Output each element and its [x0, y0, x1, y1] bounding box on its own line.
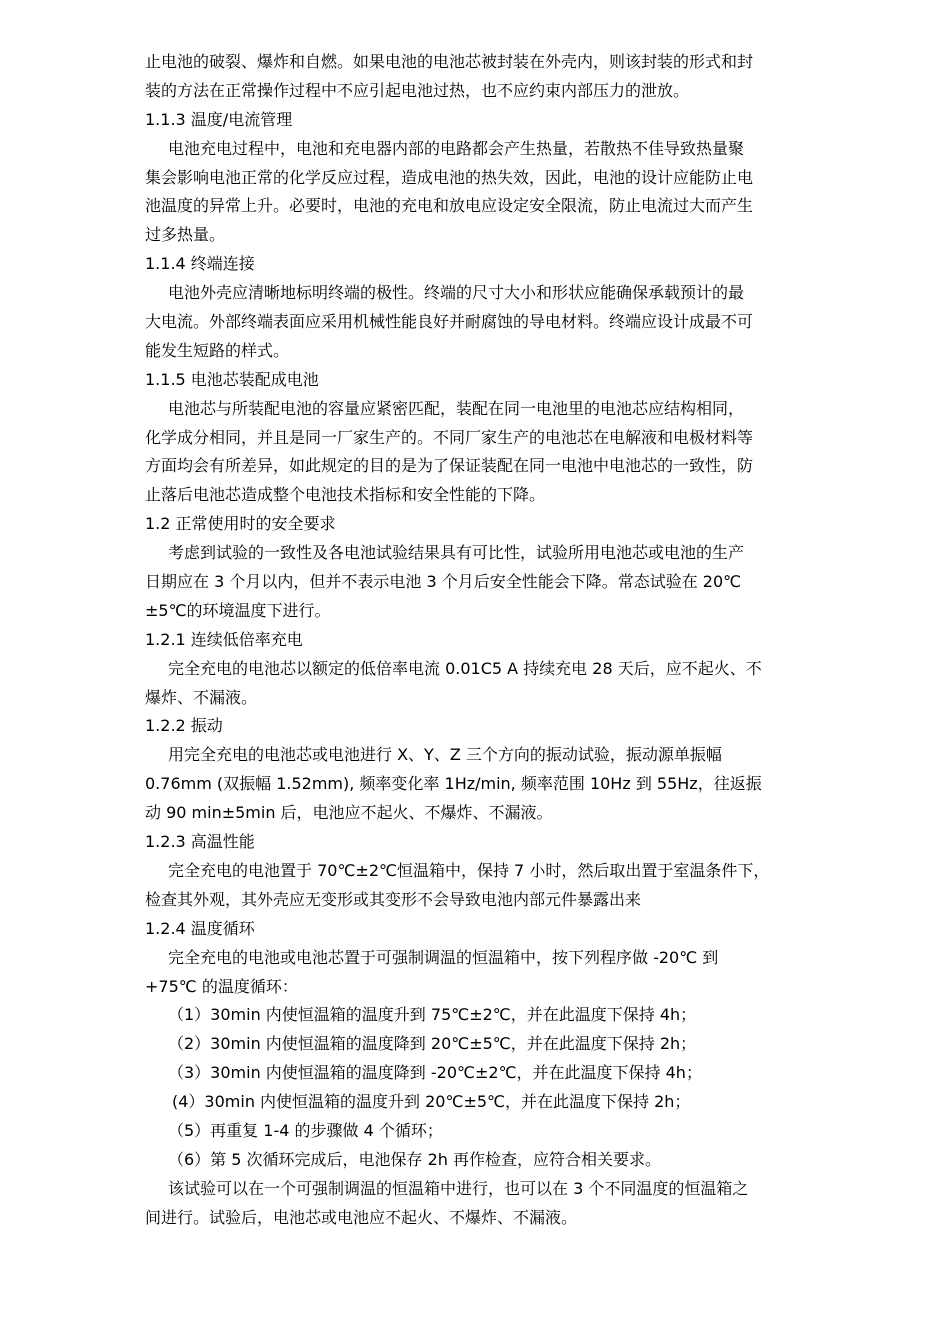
- section-heading: 1.2.4 温度循环: [145, 918, 255, 938]
- body-line: 检查其外观，其外壳应无变形或其变形不会导致电池内部元件暴露出来: [145, 889, 642, 909]
- paragraph-first-line: 电池芯与所装配电池的容量应紧密匹配，装配在同一电池里的电池芯应结构相同，: [168, 398, 745, 418]
- body-line: 池温度的异常上升。必要时，电池的充电和放电应设定安全限流，防止电流过大而产生: [145, 196, 754, 216]
- section-heading: 1.1.3 温度/电流管理: [145, 109, 293, 129]
- procedure-step: （3）30min 内使恒温箱的温度降到 -20℃±2℃，并在此温度下保持 4h；: [168, 1063, 702, 1083]
- body-line: 集会影响电池正常的化学反应过程，造成电池的热失效，因此，电池的设计应能防止电: [145, 167, 754, 187]
- section-heading: 1.2 正常使用时的安全要求: [145, 514, 336, 534]
- body-line: 止落后电池芯造成整个电池技术指标和安全性能的下降。: [145, 485, 546, 505]
- procedure-step: （6）第 5 次循环完成后，电池保存 2h 再作检查，应符合相关要求。: [168, 1149, 662, 1169]
- procedure-step: （1）30min 内使恒温箱的温度升到 75℃±2℃，并在此温度下保持 4h；: [168, 1005, 697, 1025]
- body-line: 动 90 min±5min 后，电池应不起火、不爆炸、不漏液。: [145, 803, 553, 823]
- document-page: [145, 48, 875, 1233]
- body-line: 爆炸、不漏液。: [145, 687, 258, 707]
- body-line: +75℃ 的温度循环：: [145, 976, 298, 996]
- paragraph-first-line: 完全充电的电池或电池芯置于可强制调温的恒温箱中，按下列程序做 -20℃ 到: [168, 947, 719, 967]
- body-line: 能发生短路的样式。: [145, 340, 290, 360]
- section-heading: 1.2.2 振动: [145, 716, 223, 736]
- body-line: 大电流。外部终端表面应采用机械性能良好并耐腐蚀的导电材料。终端应设计成最不可: [145, 312, 754, 332]
- paragraph-first-line: 该试验可以在一个可强制调温的恒温箱中进行，也可以在 3 个不同温度的恒温箱之: [168, 1178, 749, 1198]
- body-line: 止电池的破裂、爆炸和自燃。如果电池的电池芯被封装在外壳内，则该封装的形式和封: [145, 52, 754, 71]
- procedure-step: （5）再重复 1-4 的步骤做 4 个循环；: [168, 1120, 443, 1140]
- body-line: ±5℃的环境温度下进行。: [145, 600, 331, 620]
- body-line: 间进行。试验后，电池芯或电池应不起火、不爆炸、不漏液。: [145, 1207, 578, 1227]
- body-line: 过多热量。: [145, 225, 226, 245]
- paragraph-first-line: 电池充电过程中，电池和充电器内部的电路都会产生热量，若散热不佳导致热量聚: [168, 138, 745, 158]
- procedure-step: (4）30min 内使恒温箱的温度升到 20℃±5℃，并在此温度下保持 2h；: [172, 1092, 691, 1112]
- body-line: 方面均会有所差异，如此规定的目的是为了保证装配在同一电池中电池芯的一致性，防: [145, 456, 754, 476]
- body-line: 日期应在 3 个月以内，但并不表示电池 3 个月后安全性能会下降。常态试验在 20℃: [145, 572, 742, 592]
- paragraph-first-line: 用完全充电的电池芯或电池进行 X、Y、Z 三个方向的振动试验，振动源单振幅: [168, 745, 722, 765]
- section-heading: 1.2.1 连续低倍率充电: [145, 629, 303, 649]
- paragraph-first-line: 电池外壳应清晰地标明终端的极性。终端的尺寸大小和形状应能确保承载预计的最: [168, 283, 745, 303]
- section-heading: 1.2.3 高温性能: [145, 832, 255, 852]
- paragraph-first-line: 考虑到试验的一致性及各电池试验结果具有可比性，试验所用电池芯或电池的生产: [168, 543, 745, 563]
- section-heading: 1.1.4 终端连接: [145, 254, 255, 274]
- body-line: 化学成分相同，并且是同一厂家生产的。不同厂家生产的电池芯在电解液和电极材料等: [145, 427, 754, 447]
- paragraph-first-line: 完全充电的电池置于 70℃±2℃恒温箱中，保持 7 小时，然后取出置于室温条件下，: [168, 860, 770, 880]
- body-line: 装的方法在正常操作过程中不应引起电池过热，也不应约束内部压力的泄放。: [145, 80, 690, 100]
- procedure-step: （2）30min 内使恒温箱的温度降到 20℃±5℃，并在此温度下保持 2h；: [168, 1034, 697, 1054]
- paragraph-first-line: 完全充电的电池芯以额定的低倍率电流 0.01C5 A 持续充电 28 天后，应不起火、不: [168, 658, 762, 678]
- section-heading: 1.1.5 电池芯装配成电池: [145, 369, 319, 389]
- body-line: 0.76mm (双振幅 1.52mm), 频率变化率 1Hz/min, 频率范围 10Hz 到 55Hz，往返振: [145, 774, 762, 794]
